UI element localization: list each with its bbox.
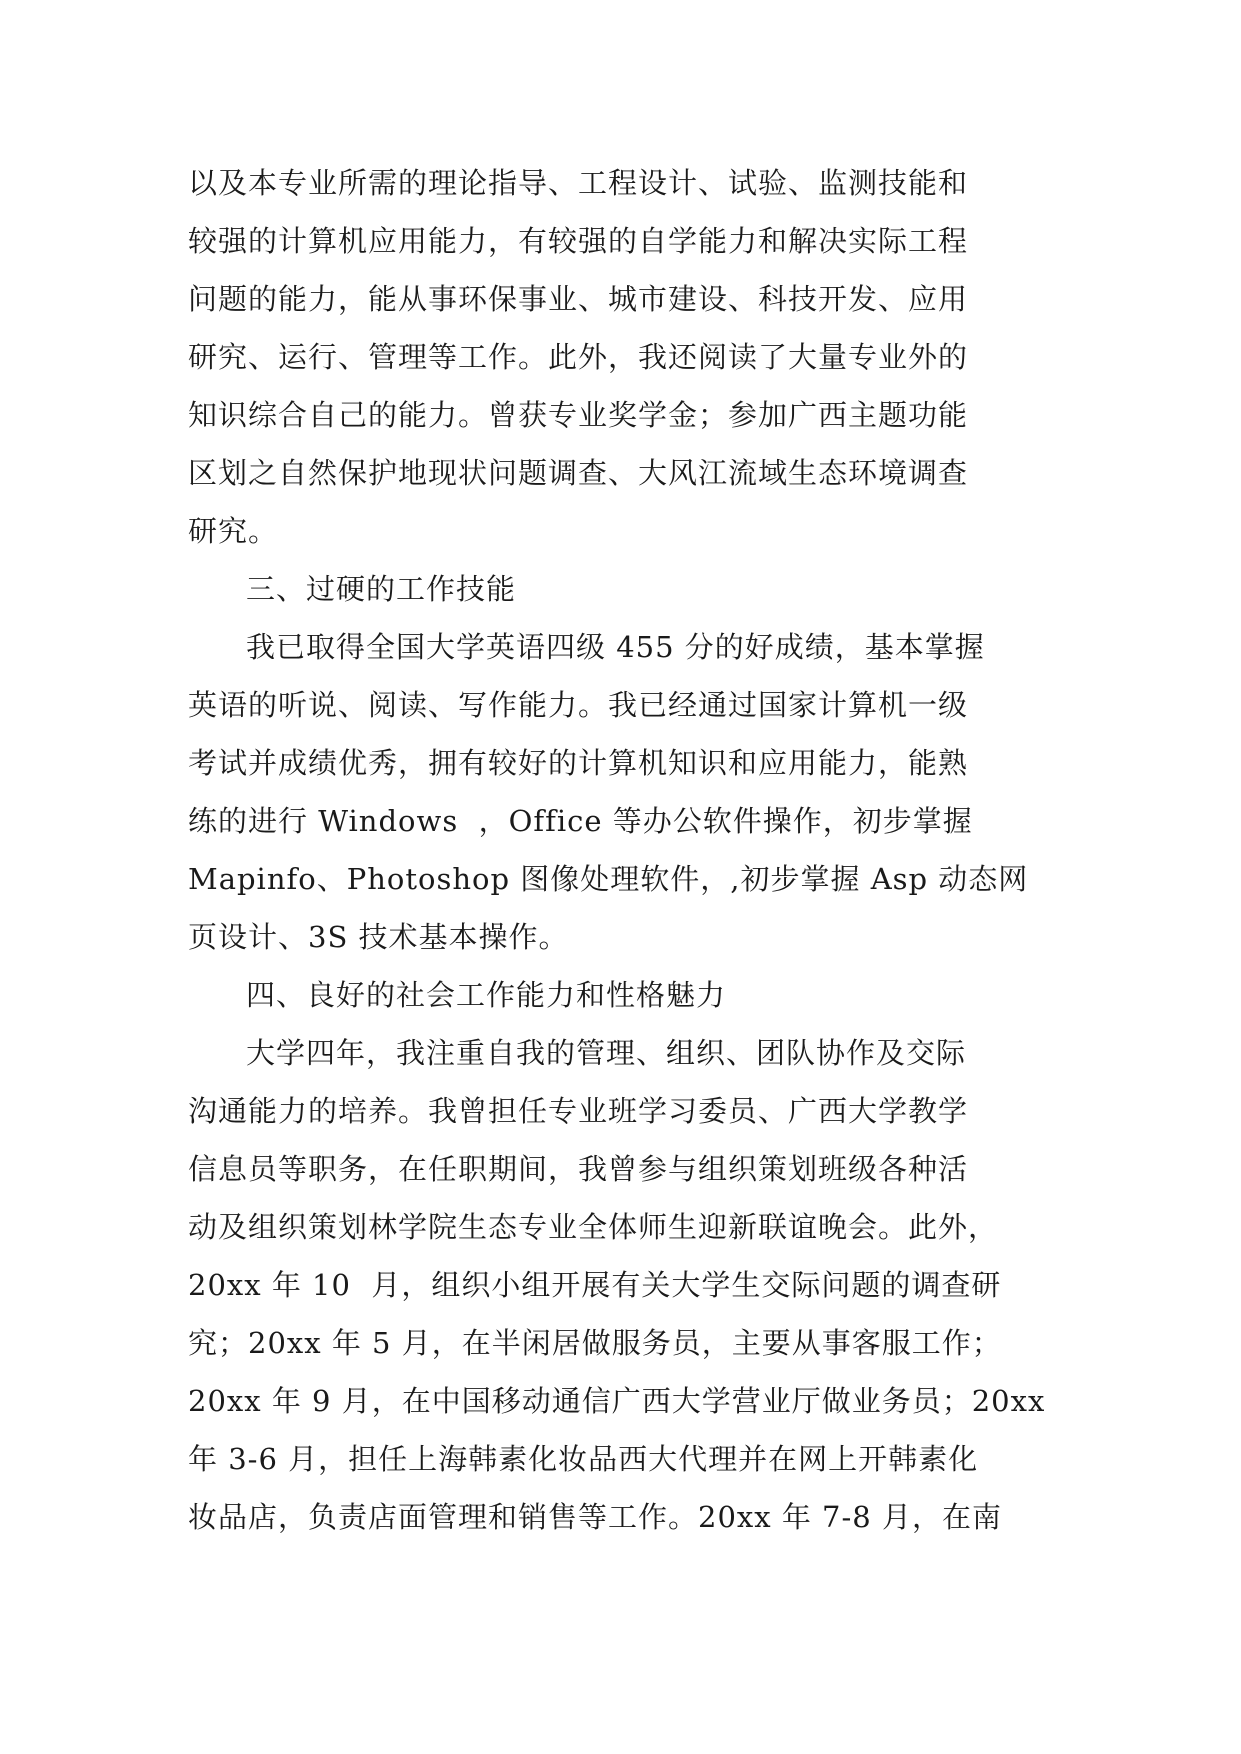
text-line: 动及组织策划林学院生态专业全体师生迎新联谊晚会。此外， — [188, 1210, 999, 1244]
text-line: 页设计、3S 技术基本操作。 — [188, 920, 569, 954]
text-line: 年 3-6 月，担任上海韩素化妆品西大代理并在网上开韩素化 — [188, 1442, 979, 1476]
text-line: 知识综合自己的能力。曾获专业奖学金；参加广西主题功能 — [188, 398, 969, 432]
text-line: 我已取得全国大学英语四级 455 分的好成绩，基本掌握 — [246, 630, 985, 664]
text-line: 沟通能力的培养。我曾担任专业班学习委员、广西大学教学 — [188, 1094, 969, 1128]
section-heading-social: 四、良好的社会工作能力和性格魅力 — [246, 978, 727, 1012]
text-line: 问题的能力，能从事环保事业、城市建设、科技开发、应用 — [188, 282, 969, 316]
text-line: 区划之自然保护地现状问题调查、大风江流域生态环境调查 — [188, 456, 969, 490]
section-heading-skills: 三、过硬的工作技能 — [246, 572, 517, 606]
text-line: 究；20xx 年 5 月，在半闲居做服务员，主要从事客服工作； — [188, 1326, 1002, 1360]
text-line: 妆品店，负责店面管理和销售等工作。20xx 年 7-8 月，在南 — [188, 1500, 1002, 1534]
text-line: Mapinfo、Photoshop 图像处理软件，,初步掌握 Asp 动态网 — [188, 862, 1029, 896]
text-line: 考试并成绩优秀，拥有较好的计算机知识和应用能力，能熟 — [188, 746, 969, 780]
text-line: 较强的计算机应用能力，有较强的自学能力和解决实际工程 — [188, 224, 969, 258]
text-line: 20xx 年 9 月，在中国移动通信广西大学营业厅做业务员；20xx — [188, 1384, 1046, 1418]
text-line: 以及本专业所需的理论指导、工程设计、试验、监测技能和 — [188, 166, 969, 200]
text-line: 信息员等职务，在任职期间，我曾参与组织策划班级各种活 — [188, 1152, 969, 1186]
text-line: 练的进行 Windows ，Office 等办公软件操作，初步掌握 — [188, 804, 973, 838]
text-line: 研究。 — [188, 514, 279, 548]
text-line: 大学四年，我注重自我的管理、组织、团队协作及交际 — [246, 1036, 967, 1070]
document-body — [188, 154, 1068, 1546]
text-line: 研究、运行、管理等工作。此外，我还阅读了大量专业外的 — [188, 340, 969, 374]
text-line: 英语的听说、阅读、写作能力。我已经通过国家计算机一级 — [188, 688, 969, 722]
text-line: 20xx 年 10 月，组织小组开展有关大学生交际问题的调查研 — [188, 1268, 1002, 1302]
